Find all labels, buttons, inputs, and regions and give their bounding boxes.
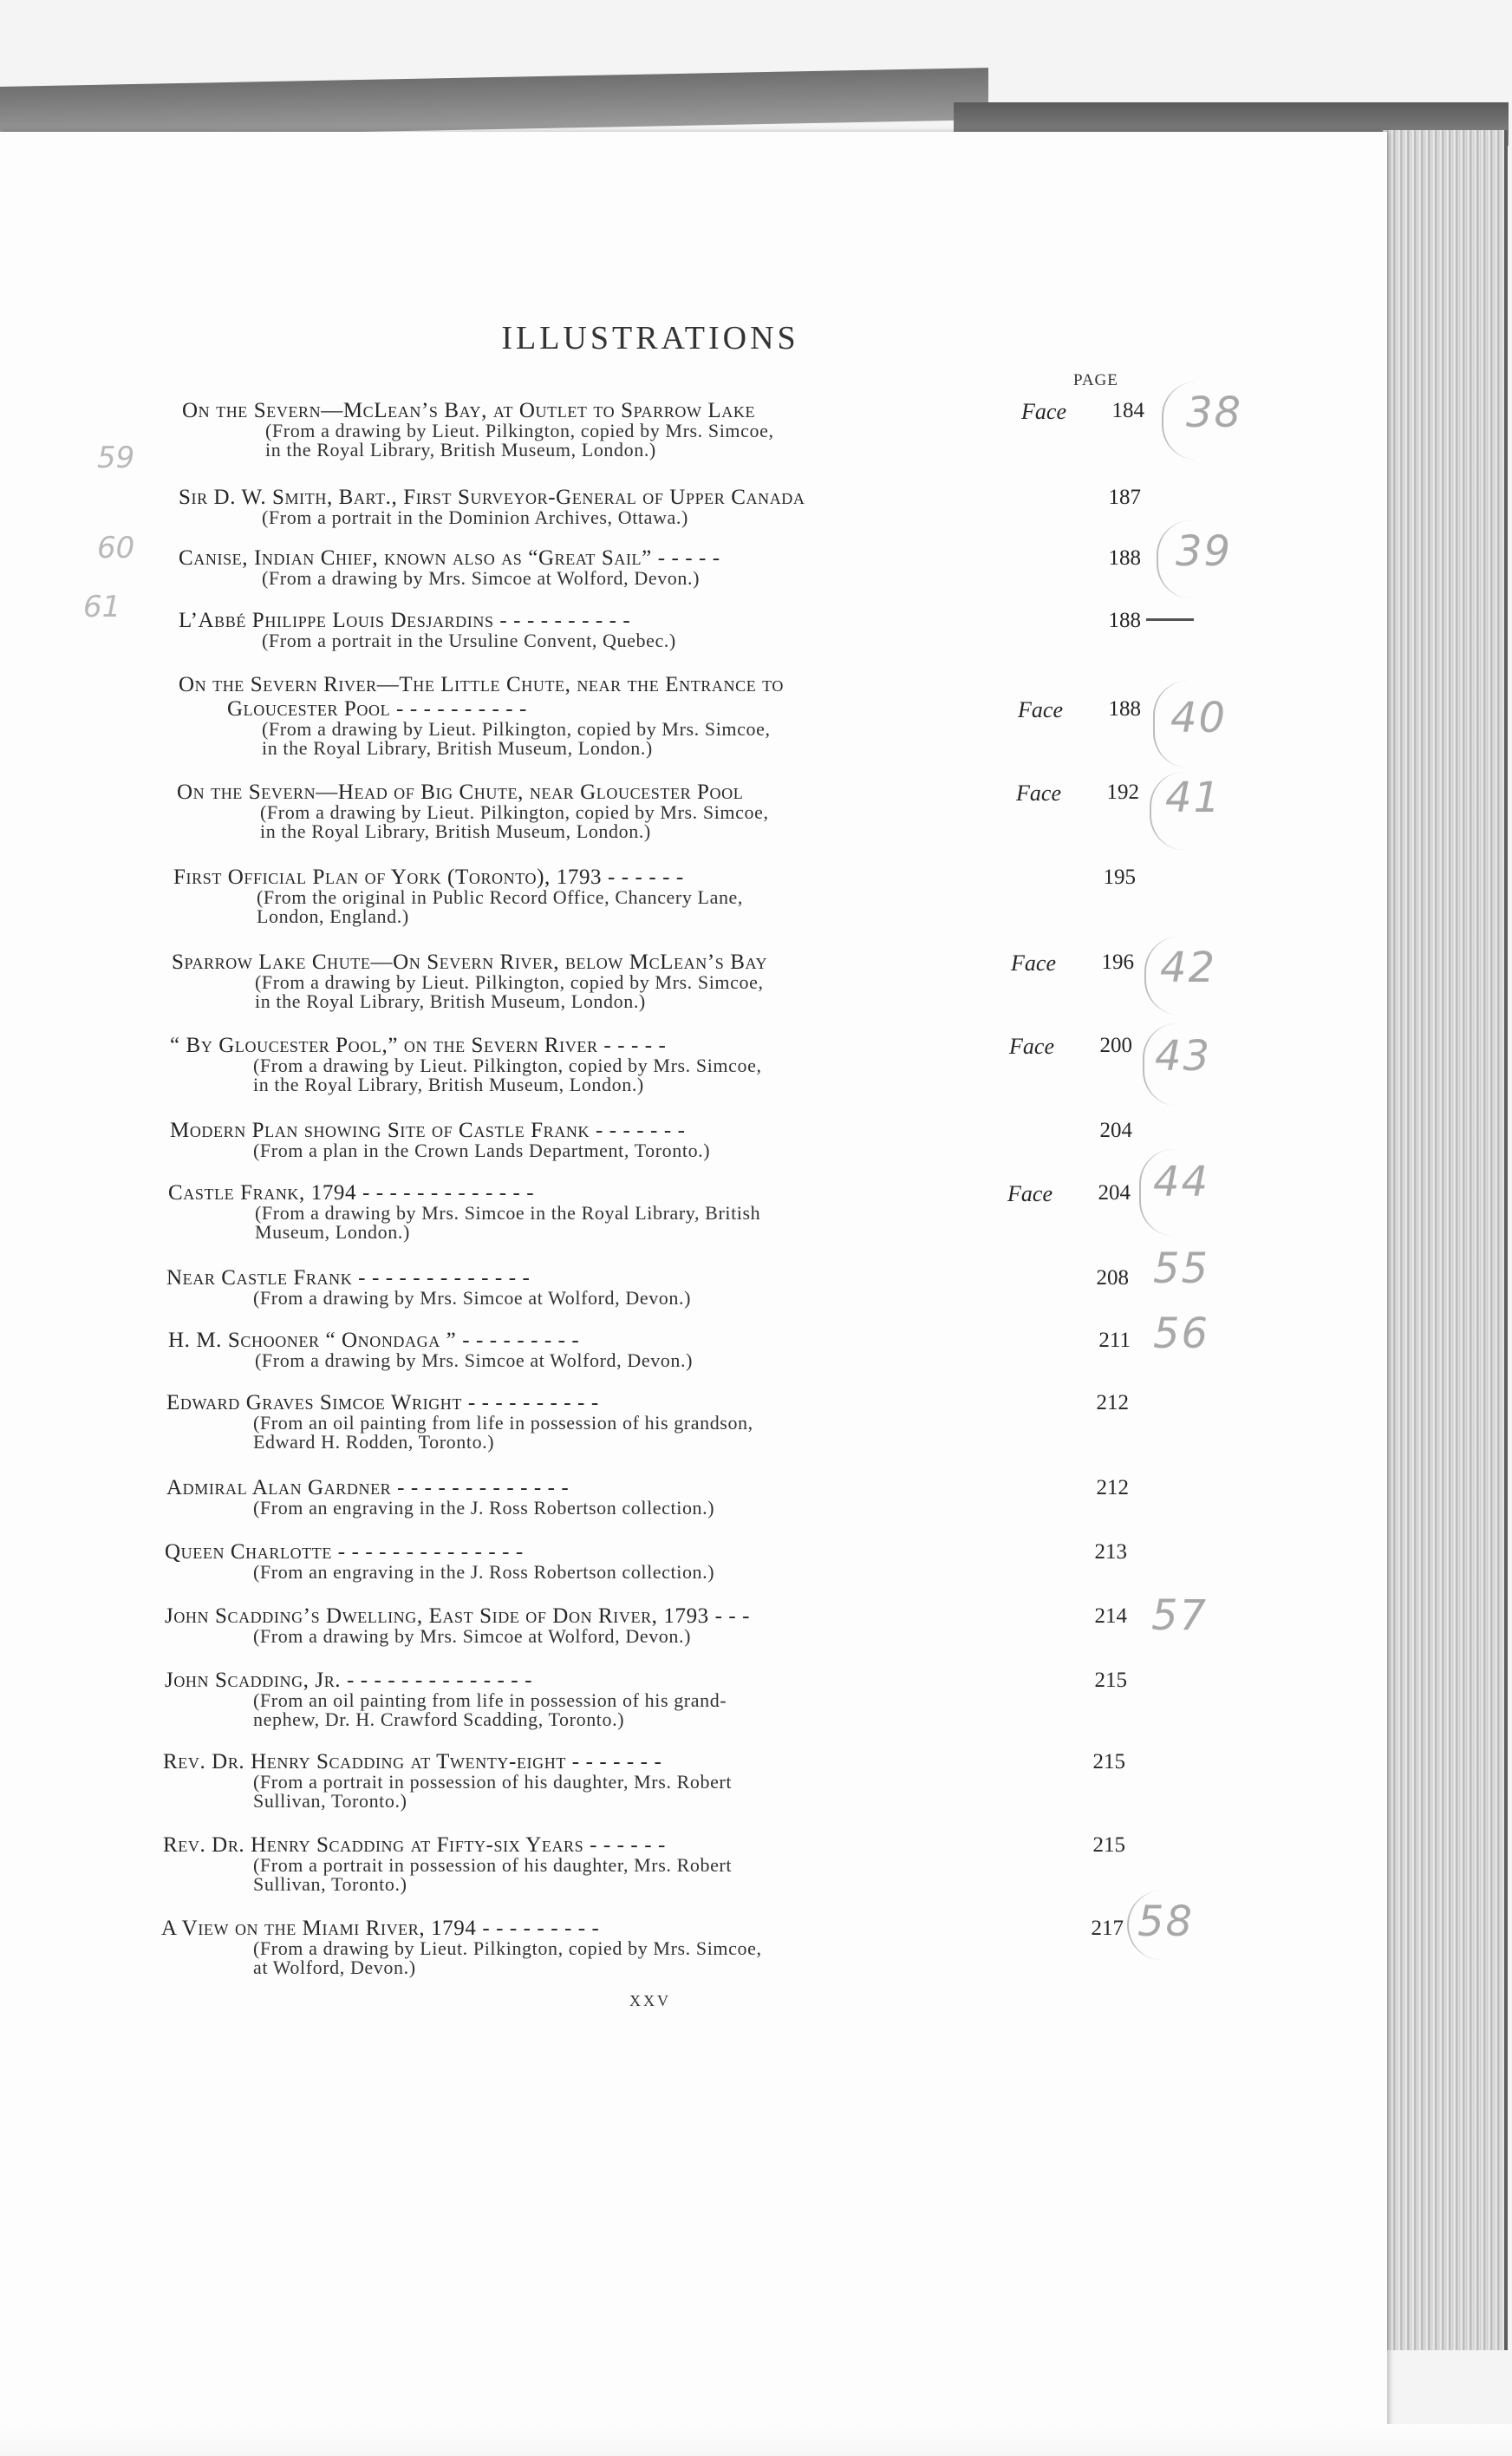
entry-title: Rev. Dr. Henry Scadding at Twenty-eight - - - - - - - bbox=[163, 1750, 662, 1773]
page-column-header: PAGE bbox=[1073, 371, 1118, 389]
margin-note: 38 bbox=[1186, 389, 1243, 437]
entry-title-continued: Gloucester Pool - - - - - - - - - - bbox=[227, 697, 527, 721]
margin-note: 39 bbox=[1176, 527, 1233, 576]
entry-title: Rev. Dr. Henry Scadding at Fifty-six Years - - - - - - bbox=[163, 1833, 666, 1857]
entry-caption: (From a drawing by Lieut. Pilkington, copied by Mrs. Simcoe, in the Royal Library, British Museum, London.) bbox=[255, 971, 764, 1012]
list-item bbox=[163, 1750, 1125, 1811]
entry-title: On the Severn—Head of Big Chute, near Gloucester Pool bbox=[177, 781, 744, 804]
list-item bbox=[161, 1917, 1124, 1977]
entry-caption: (From the original in Public Record Office, Chancery Lane, London, England.) bbox=[257, 886, 744, 927]
entry-page-number: 208 bbox=[1096, 1266, 1129, 1290]
margin-note: 56 bbox=[1153, 1310, 1210, 1358]
entry-page-number: 188 bbox=[1108, 546, 1141, 570]
entry-page-number: 196 bbox=[1101, 950, 1134, 974]
entry-caption: (From a drawing by Mrs. Simcoe at Wolford, Devon.) bbox=[253, 1625, 692, 1647]
margin-note: 43 bbox=[1155, 1032, 1212, 1081]
entry-caption: (From a drawing by Lieut. Pilkington, copied by Mrs. Simcoe, in the Royal Library, British Museum, London.) bbox=[262, 718, 771, 759]
list-item bbox=[166, 1266, 1129, 1308]
entry-face-label: Face bbox=[1011, 950, 1056, 976]
list-item bbox=[179, 673, 1141, 758]
margin-note: 40 bbox=[1170, 694, 1228, 742]
entry-caption: (From a drawing by Lieut. Pilkington, copied by Mrs. Simcoe, at Wolford, Devon.) bbox=[253, 1937, 762, 1978]
entry-title: On the Severn River—The Little Chute, near the Entrance to bbox=[179, 673, 785, 696]
entry-page-number: 212 bbox=[1096, 1391, 1129, 1414]
entry-title: Near Castle Frank - - - - - - - - - - - - - bbox=[166, 1266, 531, 1290]
entry-caption: (From an engraving in the J. Ross Robertson collection.) bbox=[253, 1561, 715, 1583]
list-item bbox=[173, 865, 1136, 926]
list-item bbox=[179, 609, 1141, 650]
list-item bbox=[172, 950, 1134, 1011]
entry-caption: (From a drawing by Mrs. Simcoe at Wolford, Devon.) bbox=[262, 567, 701, 589]
entry-page-number: 217 bbox=[1091, 1917, 1124, 1940]
entry-face-label: Face bbox=[1009, 1034, 1054, 1059]
list-item bbox=[165, 1604, 1127, 1646]
entry-title: Queen Charlotte - - - - - - - - - - - - - - bbox=[165, 1540, 524, 1564]
entry-page-number: 188 bbox=[1108, 697, 1141, 721]
entry-face-label: Face bbox=[1007, 1181, 1053, 1206]
entry-title: L’Abbé Philippe Louis Desjardins - - - - - - - - - - bbox=[179, 609, 631, 632]
entry-face-label: Face bbox=[1021, 399, 1066, 424]
entry-page-number: 215 bbox=[1092, 1750, 1125, 1773]
entry-caption: (From a drawing by Lieut. Pilkington, copied by Mrs. Simcoe, in the Royal Library, British Museum, London.) bbox=[260, 801, 769, 842]
entry-caption: (From a drawing by Lieut. Pilkington, copied by Mrs. Simcoe, in the Royal Library, British Museum, London.) bbox=[253, 1055, 762, 1095]
margin-note: 44 bbox=[1153, 1158, 1210, 1206]
entry-caption: (From a drawing by Mrs. Simcoe in the Royal Library, British Museum, London.) bbox=[255, 1202, 761, 1243]
entry-page-number: 212 bbox=[1096, 1476, 1129, 1499]
entry-caption: (From a portrait in possession of his daughter, Mrs. Robert Sullivan, Toronto.) bbox=[253, 1771, 733, 1812]
entry-title: Admiral Alan Gardner - - - - - - - - - - - - - bbox=[166, 1476, 570, 1499]
entry-page-number: 188 bbox=[1108, 609, 1141, 632]
entry-face-label: Face bbox=[1018, 697, 1063, 722]
list-item bbox=[163, 1833, 1125, 1894]
entry-caption: (From a portrait in possession of his daughter, Mrs. Robert Sullivan, Toronto.) bbox=[253, 1854, 733, 1895]
list-item bbox=[179, 486, 1141, 527]
entry-page-number: 200 bbox=[1099, 1034, 1132, 1057]
entry-title: First Official Plan of York (Toronto), 1793 - - - - - - bbox=[173, 865, 684, 889]
margin-note-left: 61 bbox=[83, 590, 121, 624]
entry-caption: (From a portrait in the Ursuline Convent, Quebec.) bbox=[262, 630, 676, 651]
margin-note: 58 bbox=[1137, 1898, 1195, 1946]
entry-caption: (From an oil painting from life in possession of his grandson, Edward H. Rodden, Toronto.) bbox=[253, 1412, 753, 1453]
entry-page-number: 215 bbox=[1092, 1833, 1125, 1857]
entry-caption: (From an engraving in the J. Ross Robertson collection.) bbox=[253, 1497, 715, 1519]
margin-note-left: 59 bbox=[97, 441, 135, 475]
entry-page-number: 214 bbox=[1094, 1604, 1127, 1628]
entry-title: On the Severn—McLean’s Bay, at Outlet to Sparrow Lake bbox=[182, 399, 756, 422]
entry-title: Canise, Indian Chief, known also as “Great Sail” - - - - - bbox=[179, 546, 720, 570]
list-item bbox=[179, 546, 1141, 588]
page-footer-number: xxv bbox=[629, 1988, 671, 2011]
entry-page-number: 204 bbox=[1098, 1181, 1131, 1205]
margin-note: 57 bbox=[1151, 1591, 1209, 1640]
entry-title: Modern Plan showing Site of Castle Frank - - - - - - - bbox=[170, 1119, 686, 1142]
entry-face-label: Face bbox=[1016, 781, 1061, 806]
page-title: ILLUSTRATIONS bbox=[501, 320, 799, 356]
list-item bbox=[166, 1476, 1129, 1518]
entry-title: John Scadding’s Dwelling, East Side of Don River, 1793 - - - bbox=[165, 1604, 751, 1628]
entry-page-number: 215 bbox=[1094, 1669, 1127, 1692]
entry-title: Castle Frank, 1794 - - - - - - - - - - - - - bbox=[168, 1181, 535, 1205]
list-item bbox=[170, 1034, 1132, 1094]
entry-page-number: 187 bbox=[1108, 486, 1141, 509]
margin-note: 55 bbox=[1153, 1244, 1210, 1293]
entry-page-number: 184 bbox=[1111, 399, 1144, 422]
entry-title: John Scadding, Jr. - - - - - - - - - - - - - - bbox=[165, 1669, 533, 1692]
entry-caption: (From a drawing by Mrs. Simcoe at Wolford, Devon.) bbox=[253, 1287, 692, 1309]
entry-caption: (From an oil painting from life in possession of his grand- nephew, Dr. H. Crawford Scadding, Toronto.) bbox=[253, 1689, 727, 1730]
entry-title: H. M. Schooner “ Onondaga ” - - - - - - - - - bbox=[168, 1329, 580, 1352]
list-item bbox=[168, 1181, 1131, 1242]
list-item bbox=[177, 781, 1139, 841]
list-item bbox=[166, 1391, 1129, 1452]
margin-note-left: 60 bbox=[97, 531, 135, 565]
entry-title: “ By Gloucester Pool,” on the Severn River - - - - - bbox=[170, 1034, 667, 1057]
entry-caption: (From a drawing by Mrs. Simcoe at Wolford, Devon.) bbox=[255, 1349, 694, 1371]
list-item bbox=[165, 1669, 1127, 1729]
entry-page-number: 192 bbox=[1106, 781, 1139, 804]
list-item bbox=[165, 1540, 1127, 1582]
entry-page-number: 213 bbox=[1094, 1540, 1127, 1564]
entry-title: Edward Graves Simcoe Wright - - - - - - - - - - bbox=[166, 1391, 599, 1414]
entry-title: Sir D. W. Smith, Bart., First Surveyor-General of Upper Canada bbox=[179, 486, 805, 509]
entry-caption: (From a plan in the Crown Lands Department, Toronto.) bbox=[253, 1140, 711, 1161]
margin-note: 42 bbox=[1160, 944, 1217, 992]
margin-note: 41 bbox=[1165, 774, 1222, 822]
entry-title: A View on the Miami River, 1794 - - - - - - - - - bbox=[161, 1917, 600, 1940]
entry-page-number: 195 bbox=[1103, 865, 1136, 889]
list-item bbox=[170, 1119, 1132, 1160]
entry-caption: (From a drawing by Lieut. Pilkington, copied by Mrs. Simcoe, in the Royal Library, British Museum, London.) bbox=[265, 420, 774, 460]
entry-page-number: 211 bbox=[1098, 1329, 1131, 1352]
list-item bbox=[182, 399, 1144, 460]
pencil-dash-mark bbox=[1146, 618, 1194, 621]
entry-page-number: 204 bbox=[1099, 1119, 1132, 1142]
list-item bbox=[168, 1329, 1131, 1370]
entry-caption: (From a portrait in the Dominion Archives, Ottawa.) bbox=[262, 506, 688, 528]
entry-title: Sparrow Lake Chute—On Severn River, below McLean’s Bay bbox=[172, 950, 768, 974]
